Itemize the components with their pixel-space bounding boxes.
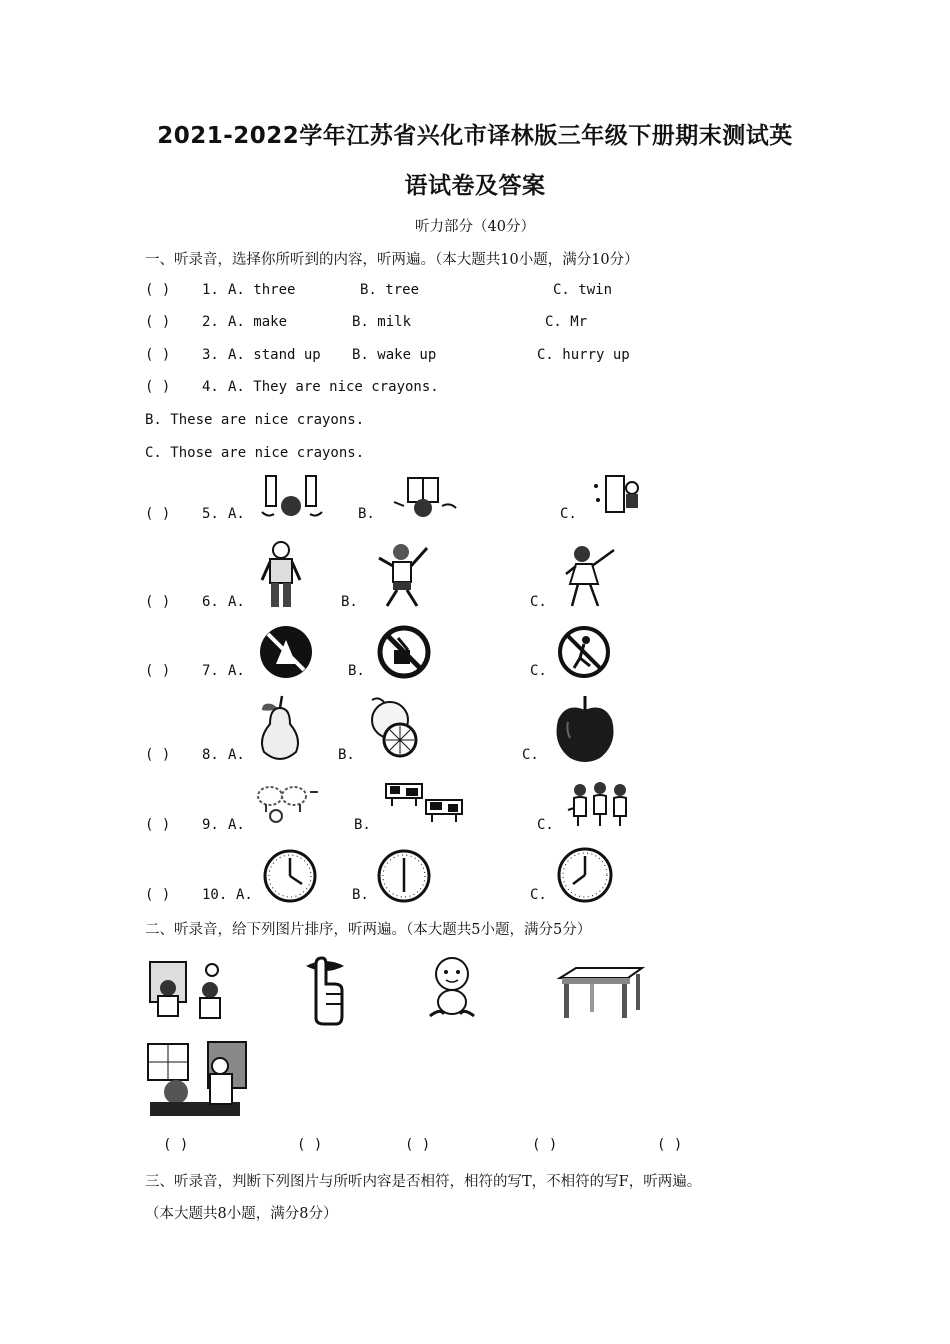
order-bracket-5[interactable]: ( ) <box>657 1137 683 1153</box>
q2-option-b: B. milk <box>352 314 412 330</box>
q1-option-a: A. three <box>228 282 296 298</box>
q9-option-a: A. <box>228 817 245 833</box>
q3-option-c: C. hurry up <box>537 347 630 363</box>
section3-note: （本大题共8小题，满分8分） <box>145 1206 338 1222</box>
order-bracket-4[interactable]: ( ) <box>532 1137 558 1153</box>
clock-icon-a <box>262 848 318 904</box>
clock-icon-b <box>376 848 432 904</box>
q6-option-c: C. <box>530 594 547 610</box>
classroom-icon <box>146 1040 250 1122</box>
no-sign-icon-c <box>556 624 612 680</box>
exam-title-line2: 语试卷及答案 <box>404 173 546 199</box>
q3-number: 3. <box>202 347 219 363</box>
no-sign-icon-a <box>258 624 314 680</box>
q7-number: 7. <box>202 663 219 679</box>
q10-number: 10. <box>202 887 228 903</box>
section3-instruction: 三、听录音，判断下列图片与所听内容是否相符，相符的写T，不相符的写F，听两遍。 <box>145 1174 702 1190</box>
q4-option-b: B. These are nice crayons. <box>145 412 365 428</box>
baby-icon <box>424 954 480 1024</box>
q6-option-b: B. <box>341 594 358 610</box>
q5-number: 5. <box>202 506 219 522</box>
q3-option-b: B. wake up <box>352 347 437 363</box>
exam-title-line1: 2021-2022学年江苏省兴化市译林版三年级下册期末测试英 <box>157 123 793 149</box>
pear-icon <box>256 694 304 764</box>
listening-header: 听力部分（40分） <box>415 219 535 235</box>
apple-icon <box>552 694 618 764</box>
q10-option-c: C. <box>530 887 547 903</box>
q6-number: 6. <box>202 594 219 610</box>
quiet-icon <box>300 956 350 1028</box>
q9-option-b: B. <box>354 817 371 833</box>
q8-number: 8. <box>202 747 219 763</box>
q8-option-b: B. <box>338 747 355 763</box>
section1-instruction: 一、听录音，选择你所听到的内容，听两遍。（本大题共10小题，满分10分） <box>145 252 639 268</box>
q5-bracket[interactable]: ( ) <box>145 506 171 522</box>
door-icon <box>588 474 644 516</box>
order-bracket-2[interactable]: ( ) <box>297 1137 323 1153</box>
q9-option-c: C. <box>537 817 554 833</box>
q1-bracket[interactable]: ( ) <box>145 282 171 298</box>
q8-option-a: A. <box>228 747 245 763</box>
order-bracket-1[interactable]: ( ) <box>163 1137 189 1153</box>
duck-icon <box>566 780 630 830</box>
cow-icon <box>384 780 466 826</box>
q2-number: 2. <box>202 314 219 330</box>
no-sign-icon-b <box>376 624 432 680</box>
q1-option-c: C. twin <box>553 282 613 298</box>
q9-bracket[interactable]: ( ) <box>145 817 171 833</box>
q10-bracket[interactable]: ( ) <box>145 887 171 903</box>
q2-bracket[interactable]: ( ) <box>145 314 171 330</box>
open-window-icon <box>258 474 326 520</box>
greeting-icon <box>148 960 230 1024</box>
q6-option-a: A. <box>228 594 245 610</box>
q2-option-c: C. Mr <box>545 314 588 330</box>
table-icon <box>556 964 646 1024</box>
close-window-icon <box>390 476 460 520</box>
q8-option-c: C. <box>522 747 539 763</box>
section2-instruction: 二、听录音，给下列图片排序，听两遍。（本大题共5小题，满分5分） <box>145 922 592 938</box>
q4-option-c: C. Those are nice crayons. <box>145 445 365 461</box>
q3-bracket[interactable]: ( ) <box>145 347 171 363</box>
q5-option-a: A. <box>228 506 245 522</box>
sheep-icon <box>254 778 320 828</box>
q7-option-b: B. <box>348 663 365 679</box>
q10-option-a: A. <box>236 887 253 903</box>
q1-number: 1. <box>202 282 219 298</box>
q4-bracket[interactable]: ( ) <box>145 379 171 395</box>
q1-option-b: B. tree <box>360 282 420 298</box>
boy-waving-icon <box>375 540 431 610</box>
q9-number: 9. <box>202 817 219 833</box>
q7-bracket[interactable]: ( ) <box>145 663 171 679</box>
q10-option-b: B. <box>352 887 369 903</box>
orange-icon <box>364 696 424 760</box>
order-bracket-3[interactable]: ( ) <box>405 1137 431 1153</box>
q5-option-b: B. <box>358 506 375 522</box>
girl-dancing-icon <box>562 544 618 608</box>
q4-number: 4. <box>202 379 219 395</box>
q7-option-c: C. <box>530 663 547 679</box>
q5-option-c: C. <box>560 506 577 522</box>
q6-bracket[interactable]: ( ) <box>145 594 171 610</box>
q2-option-a: A. make <box>228 314 288 330</box>
clock-icon-c <box>556 846 614 904</box>
q4-option-a: A. They are nice crayons. <box>228 379 439 395</box>
q3-option-a: A. stand up <box>228 347 321 363</box>
q8-bracket[interactable]: ( ) <box>145 747 171 763</box>
boy-standing-icon <box>258 540 304 610</box>
q7-option-a: A. <box>228 663 245 679</box>
